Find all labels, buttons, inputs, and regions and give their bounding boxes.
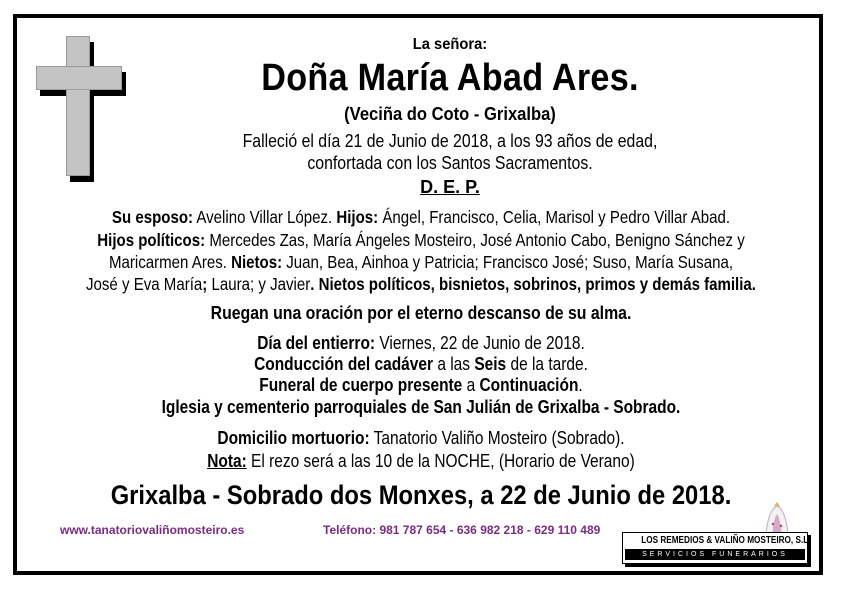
phone-numbers: Teléfono: 981 787 654 - 636 982 218 - 629 110 489	[323, 523, 601, 537]
politicos-value-b: Maricarmen Ares.	[108, 252, 232, 272]
esposo-value: Avelino Villar López.	[193, 207, 337, 227]
funeral-line	[76, 375, 766, 396]
nietos-value-c: Laura	[211, 274, 250, 294]
separator-2: ; y Javier	[249, 274, 311, 294]
funeral-a: Funeral de cuerpo presente	[259, 375, 463, 395]
deceased-name: Doña María Abad Ares.	[261, 57, 639, 99]
nietos-value-a: Juan, Bea, Ainhoa y Patricia; Francisco José; Suso, María Susana,	[282, 252, 734, 272]
note-label: Nota:	[207, 451, 247, 471]
funeral-d: .	[578, 375, 583, 395]
latin-cross-icon	[36, 36, 128, 182]
esposo-label: Su esposo:	[111, 207, 194, 227]
intro-text: La señora:	[412, 36, 488, 53]
separator-1: ;	[202, 274, 212, 294]
conduction-a: Conducción del cadáver	[254, 354, 434, 374]
funeral-b: a	[462, 375, 480, 395]
logo-banner	[622, 532, 811, 564]
politicos-label: Hijos políticos:	[97, 230, 206, 250]
logo-company-name: LOS REMEDIOS & VALIÑO MOSTEIRO, S.L.	[641, 535, 811, 546]
funeral-home-logo	[622, 500, 810, 574]
dep-text: D. E. P.	[420, 177, 480, 197]
family-line-3	[76, 252, 766, 273]
burial-day-label: Día del entierro:	[257, 333, 376, 353]
family-line-4	[76, 274, 766, 295]
address-value: Tanatorio Valiño Mosteiro (Sobrado).	[369, 428, 625, 448]
conduction-b: a las	[433, 354, 475, 374]
funeral-c: Continuación	[479, 375, 579, 395]
hijos-value: Ángel, Francisco, Celia, Marisol y Pedro Villar Abad.	[378, 207, 731, 227]
church-line: Iglesia y cementerio parroquiales de San Julián de Grixalba - Sobrado.	[161, 397, 681, 417]
nietos-value-b: José y Eva María	[86, 274, 203, 294]
address-label: Domicilio mortuorio:	[217, 428, 370, 448]
prayer-text: Ruegan una oración por el eterno descanso de su alma.	[210, 303, 632, 323]
politicos-value-a: Mercedes Zas, María Ángeles Mosteiro, José Antonio Cabo, Benigno Sánchez y	[205, 230, 745, 250]
death-line-1: Falleció el día 21 de Junio de 2018, a los 93 años de edad,	[242, 131, 658, 151]
note-value: El rezo será a las 10 de la NOCHE, (Horario de Verano)	[246, 451, 635, 471]
conduction-d: de la tarde.	[506, 354, 588, 374]
burial-day-value: Viernes, 22 de Junio de 2018.	[375, 333, 585, 353]
logo-subtitle: SERVICIOS FUNERARIOS	[625, 549, 805, 560]
website-link[interactable]: www.tanatoriovaliñomosteiro.es	[60, 523, 245, 537]
conduction-c: Seis	[474, 354, 507, 374]
burial-day-line	[76, 333, 766, 354]
note-line	[76, 451, 766, 472]
address-line	[76, 428, 766, 449]
hijos-label: Hijos:	[336, 207, 379, 227]
nietos-label: Nietos:	[231, 252, 283, 272]
conduction-line	[76, 354, 766, 375]
family-line-1	[76, 207, 766, 228]
place-date: Grixalba - Sobrado dos Monxes, a 22 de Junio de 2018.	[110, 480, 732, 510]
family-closing: . Nietos políticos, bisnietos, sobrinos, primos y demás familia.	[310, 274, 756, 294]
origin-text: (Veciña do Coto - Grixalba)	[344, 104, 556, 124]
family-line-2	[76, 230, 766, 251]
death-line-2: confortada con los Santos Sacramentos.	[307, 153, 593, 173]
